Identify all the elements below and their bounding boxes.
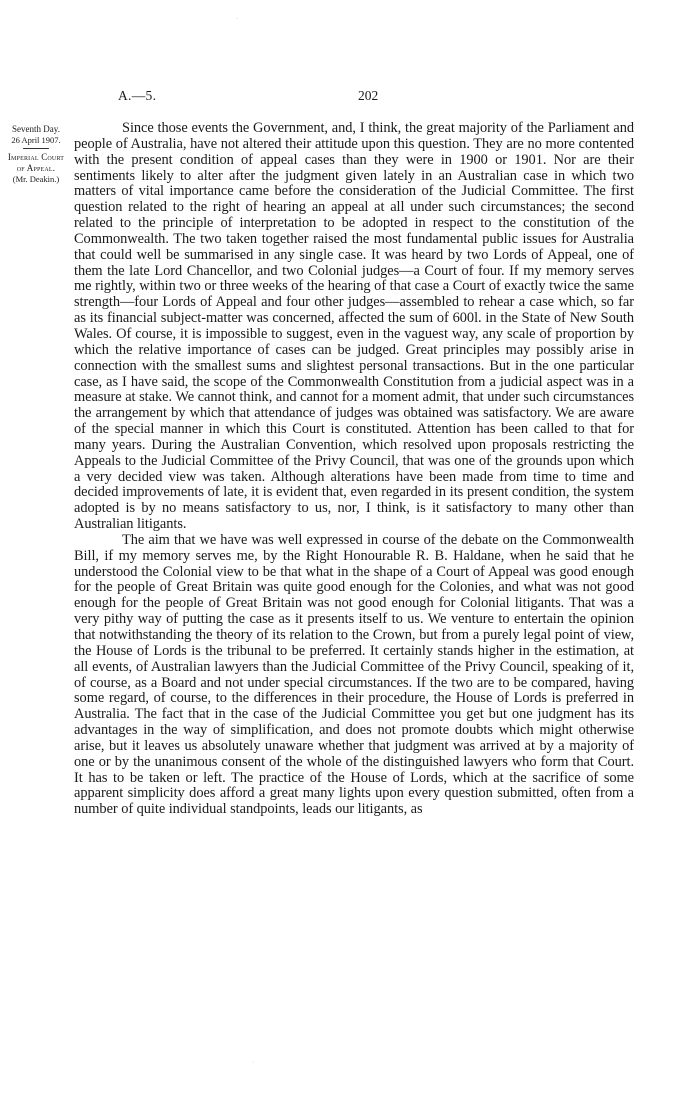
margin-note	[4, 124, 68, 185]
margin-note-court: Imperial Court of Appeal.	[7, 152, 65, 173]
margin-note-date: 26 April 1907.	[11, 135, 61, 145]
paragraph-2: The aim that we have was well expressed in course of the debate on the Commonwealth Bill, if my memory serves me, by the Right Honourable R. B. Haldane, when he said that he understood the Colonial view to be that what in the shape of a Court of Appeal was good enough for the people of Great Britain was quite good enough for the Colonies, and what was not good enough for the people of Great Britain was not good enough for Colonial litigants. That was a very pithy way of putting the case as it presents itself to us. We venture to entertain the opinion that notwithstanding the theory of its relation to the Crown, but from a purely legal point of view, the House of Lords is the tribunal to be preferred. It certainly stands higher in the estimation, at all events, of Australian lawyers than the Judicial Committee of the Privy Council, speaking of it, of course, as a Board and not under special circumstances. If the two are to be compared, having some regard, of course, to the differences in their procedure, the House of Lords is preferred in Australia. The fact that in the case of the Judicial Committee you get but one judgment has its advantages in the way of simplification, and does not promote doubts which might otherwise arise, but it leaves us absolutely unaware whether that judgment was arrived at by a majority of one or by the unanimous consent of the whole of the distinguished lawyers who form that Court. It has to be taken or left. The practice of the House of Lords, which at the sacrifice of some apparent simplicity does afford a great many lights upon every question submitted, often from a number of quite individual standpoints, leads our litigants, as	[74, 531, 634, 818]
scan-mark-bottom: ·	[252, 1060, 254, 1066]
margin-note-day: Seventh Day.	[12, 124, 60, 134]
document-reference: A.—5.	[118, 88, 157, 103]
body-text	[74, 121, 634, 818]
page-number: 202	[358, 88, 379, 103]
margin-note-speaker: (Mr. Deakin.)	[12, 174, 60, 184]
paragraph-1: Since those events the Government, and, I think, the great majority of the Parliament and people of Australia, have not altered their attitude upon this question. They are no more contented with the present condition of appeal cases than they were in 1900 or 1901. Nor are their sentiments likely to alter after the judgment given lately in an Australian case in which two matters of vital importance came before the consideration of the Judicial Committee. The first question related to the right of hearing an appeal at all under such circumstances; the second related to the principle of interpretation to be adopted in respect to the constitution of the Commonwealth. The two taken together raised the most fundamental public issues for Australia that could well be summarised in any single case. It was heard by two Lords of Appeal, one of them the late Lord Chancellor, and two Colonial judges—a Court of four. If my memory serves me rightly, within two or three weeks of the hearing of that case a Court of exactly twice the same strength—four Lords of Appeal and four other judges—assembled to rehear a case which, so far as its financial subject-matter was concerned, affected the sum of 600l. in the State of New South Wales. Of course, it is impossible to suggest, even in the vaguest way, any scale of proportion by which the relative importance of cases can be judged. Great principles may possibly arise in connection with the smallest sums and slightest personal transactions. But in the one particular case, as I have said, the scope of the Commonwealth Constitution from a judicial aspect was in a measure at stake. We cannot think, and cannot for a moment admit, that under such circumstances the arrangement by which that attendance of judges was obtained was satisfactory. We are aware of the special manner in which this Court is constituted. Attention has been called to that for many years. During the Australian Convention, which resolved upon proposals restricting the Appeals to the Judicial Committee of the Privy Council, that was one of the grounds upon which a very decided view was taken. Although alterations have been made from time to time and decided improvements of late, it is evident that, even regarded in its present condition, the system adopted is by no means satisfactory to us, nor, I think, is it satisfactory to many other than Australian litigants.	[74, 120, 634, 533]
scan-mark-top: ·	[236, 16, 238, 22]
margin-note-divider	[23, 148, 49, 149]
